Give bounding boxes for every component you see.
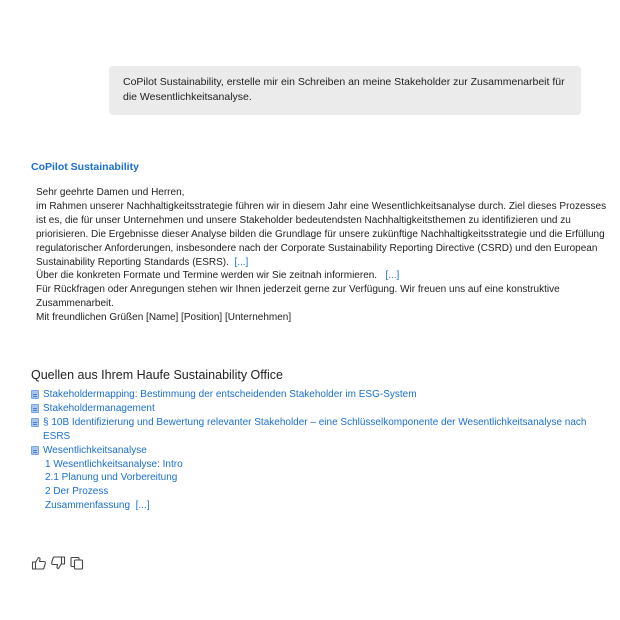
letter-paragraph-1: im Rahmen unserer Nachhaltigkeitsstrategie führen wir in diesem Jahr eine Wesentlichkeitsanalyse durch. Ziel dieses Prozesses ist es, die für unser Unternehmen und unsere Stakeholder bedeutendsten Nachhaltigkeitsthemen zu identifizieren und zu priorisieren. Die Ergebnisse dieser Analyse bilden die Grundlage für unsere zukünftige Nachhaltigkeitsstrategie und die Erfüllung regulatorischer Anforderungen, insbesondere nach der Corporate Sustainability Reporting Directive (CSRD) und den European Sustainability Reporting Standards (ESRS). [...] <box>36 200 607 268</box>
source-item[interactable] <box>31 444 611 458</box>
source-item[interactable] <box>31 388 611 402</box>
source-link[interactable]: § 10B Identifizierung und Bewertung relevanter Stakeholder – eine Schlüsselkomponente der Wesentlichkeitsanalyse nach ESRS <box>43 416 587 442</box>
source-link[interactable]: Stakeholdermanagement <box>43 402 155 414</box>
letter-greeting: Sehr geehrte Damen und Herren, <box>36 187 185 198</box>
assistant-name: CoPilot Sustainability <box>31 161 139 173</box>
letter-paragraph-3: Für Rückfragen oder Anregungen stehen wir Ihnen jederzeit gerne zur Verfügung. Wir freuen uns auf eine konstruktive Zusammenarbeit. <box>36 284 560 310</box>
sources-list <box>31 388 611 513</box>
source-subitem[interactable]: Zusammenfassung <box>45 500 131 512</box>
paragraph-icon <box>31 446 39 455</box>
user-message-text: CoPilot Sustainability, erstelle mir ein Schreiben an meine Stakeholder zur Zusammenarbeit für die Wesentlichkeitsanalyse. <box>123 76 565 103</box>
expand-paragraph-2-link[interactable]: [...] <box>385 270 400 282</box>
source-subitem[interactable]: 2 Der Prozess <box>45 486 109 498</box>
letter-closing: Mit freundlichen Grüßen [Name] [Position] [Unternehmen] <box>36 312 292 324</box>
source-link[interactable]: Wesentlichkeitsanalyse <box>43 444 147 456</box>
paragraph-icon <box>31 418 39 427</box>
source-item[interactable] <box>31 402 611 416</box>
document-icon <box>31 390 39 399</box>
copy-icon[interactable] <box>69 556 85 570</box>
paragraph-icon <box>31 404 39 413</box>
sources-title: Quellen aus Ihrem Haufe Sustainability Office <box>31 368 283 382</box>
source-item[interactable] <box>31 416 611 444</box>
user-message-bubble <box>109 66 581 115</box>
source-subitem[interactable]: 2.1 Planung und Vorbereitung <box>45 472 178 484</box>
source-link[interactable]: Stakeholdermapping: Bestimmung der entscheidenden Stakeholder im ESG-System <box>43 389 417 400</box>
thumbs-up-icon[interactable] <box>31 556 47 570</box>
source-subitem[interactable]: 1 Wesentlichkeitsanalyse: Intro <box>45 458 183 470</box>
expand-paragraph-1-link[interactable]: [...] <box>234 256 249 268</box>
feedback-bar <box>31 556 85 570</box>
source-subitem-last <box>45 499 611 513</box>
assistant-response <box>36 186 608 325</box>
thumbs-down-icon[interactable] <box>50 556 66 570</box>
letter-paragraph-2: Über die konkreten Formate und Termine werden wir Sie zeitnah informieren. [...] <box>36 270 400 282</box>
more-sources-link[interactable]: [...] <box>135 500 150 512</box>
